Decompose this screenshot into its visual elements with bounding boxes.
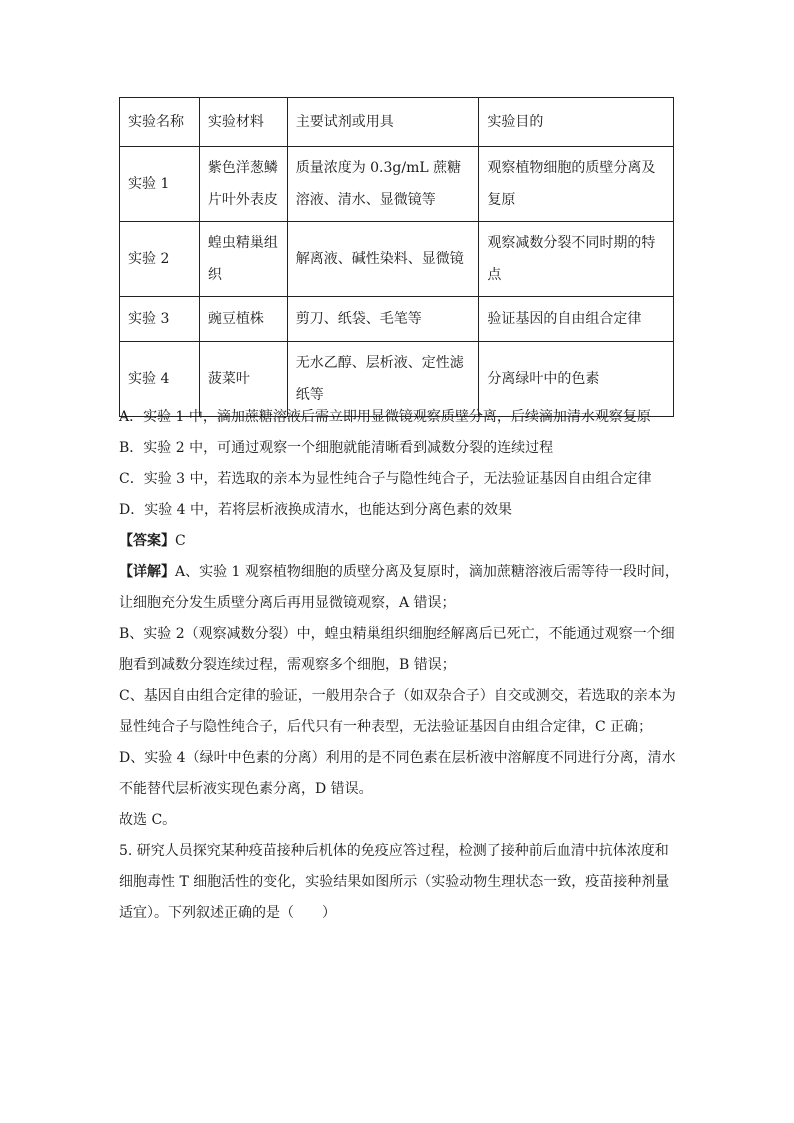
analysis-p4: D、实验 4（绿叶中色素的分离）利用的是不同色素在层析液中溶解度不同进行分离，清水不能替代层析液实现色素分离，D 错误。 xyxy=(119,750,676,797)
option-b: B．实验 2 中，可通过观察一个细胞就能清晰看到减数分裂的连续过程 xyxy=(119,440,554,456)
table-cell: 观察植物细胞的质壁分离及复原 xyxy=(479,147,674,222)
table-cell: 紫色洋葱鳞片叶外表皮 xyxy=(199,147,287,222)
analysis-p3: C、基因自由组合定律的验证，一般用杂合子（如双杂合子）自交或测交，若选取的亲本为显性纯合子与隐性纯合子，后代只有一种表型，无法验证基因自由组合定律，C 正确； xyxy=(119,688,676,735)
analysis-p2: B、实验 2（观察减数分裂）中，蝗虫精巢组织细胞经解离后已死亡，不能通过观察一个细胞看到减数分裂连续过程，需观察多个细胞，B 错误； xyxy=(119,626,675,673)
table-cell: 无水乙醇、层析液、定性滤纸等 xyxy=(287,342,479,417)
table-header-row xyxy=(120,98,674,147)
analysis-label: 【详解】 xyxy=(119,564,175,580)
table-cell: 分离绿叶中的色素 xyxy=(479,342,674,417)
table-cell: 实验 1 xyxy=(120,147,200,222)
table-row xyxy=(120,297,674,342)
table-row xyxy=(120,222,674,297)
experiment-table xyxy=(119,97,674,417)
analysis-conclusion: 故选 C。 xyxy=(119,812,177,828)
table-cell: 实验 3 xyxy=(120,297,200,342)
table-cell: 质量浓度为 0.3g/mL 蔗糖溶液、清水、显微镜等 xyxy=(287,147,479,222)
question-5: 5. 研究人员探究某种疫苗接种后机体的免疫应答过程，检测了接种前后血清中抗体浓度和细胞毒性 T 细胞活性的变化，实验结果如图所示（实验动物生理状态一致，疫苗接种剂量适宜）。下列叙述正确的是（ ） xyxy=(119,843,670,921)
table-header-cell: 主要试剂或用具 xyxy=(287,98,479,147)
table-header-cell: 实验名称 xyxy=(120,98,200,147)
table-cell: 解离液、碱性染料、显微镜 xyxy=(287,222,479,297)
option-a: A．实验 1 中，滴加蔗糖溶液后需立即用显微镜观察质壁分离，后续滴加清水观察复原 xyxy=(119,409,651,425)
table-header-cell: 实验材料 xyxy=(199,98,287,147)
table-cell: 实验 2 xyxy=(120,222,200,297)
table-cell: 蝗虫精巢组织 xyxy=(199,222,287,297)
table-cell: 实验 4 xyxy=(120,342,200,417)
table-cell: 菠菜叶 xyxy=(199,342,287,417)
table-cell: 观察减数分裂不同时期的特点 xyxy=(479,222,674,297)
option-d: D．实验 4 中，若将层析液换成清水，也能达到分离色素的效果 xyxy=(119,502,513,518)
table-header-cell: 实验目的 xyxy=(479,98,674,147)
analysis-p1 xyxy=(119,557,679,619)
answer-label: 【答案】 xyxy=(119,533,175,549)
table-cell: 剪刀、纸袋、毛笔等 xyxy=(287,297,479,342)
option-c: C．实验 3 中，若选取的亲本为显性纯合子与隐性纯合子，无法验证基因自由组合定律 xyxy=(119,471,652,487)
answer-line xyxy=(119,526,679,557)
table-row xyxy=(120,147,674,222)
table-cell: 验证基因的自由组合定律 xyxy=(479,297,674,342)
answer-value: C xyxy=(175,533,186,549)
table-cell: 豌豆植株 xyxy=(199,297,287,342)
analysis-text: A、实验 1 观察植物细胞的质壁分离及复原时，滴加蔗糖溶液后需等待一段时间，让细胞充分发生质壁分离后再用显微镜观察，A 错误； xyxy=(119,564,679,611)
